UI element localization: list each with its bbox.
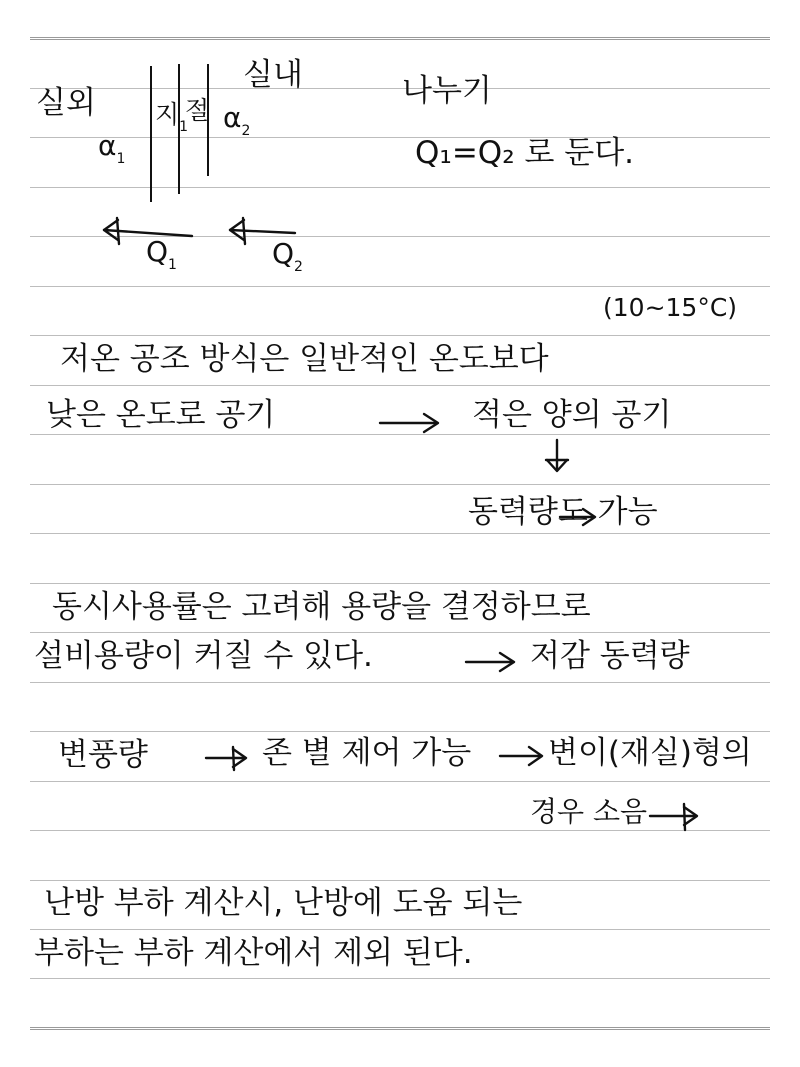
- note-line-low-temp-air: 낮은 온도로 공기: [46, 397, 276, 433]
- note-line-reduced-power: 저감 동력량: [530, 638, 690, 674]
- insulation-label: 절: [185, 96, 210, 125]
- note-line-divide: 나누기: [402, 73, 492, 109]
- note-line-excluded: 부하는 부하 계산에서 제외 된다.: [34, 935, 473, 971]
- note-line-diversity-factor: 동시사용률은 고려해 용량을 결정하므로: [52, 589, 591, 625]
- wall-label: 지$_1$: [155, 100, 189, 135]
- note-line-noise: 경우 소음: [530, 795, 648, 828]
- indoor-label: 실내: [243, 57, 303, 93]
- note-line-zone-control: 존 별 제어 가능: [262, 735, 472, 771]
- note-line-less-air: 적은 양의 공기: [472, 397, 672, 433]
- arrow-cross-icon: [684, 804, 685, 830]
- note-line-heating-load: 난방 부하 계산시, 난방에 도움 되는: [44, 885, 523, 921]
- note-line-equation: Q₁=Q₂ 로 둔다.: [415, 135, 635, 171]
- q1-label: $Q_1$: [146, 235, 177, 273]
- q2-label: $Q_2$: [272, 237, 303, 275]
- note-line-vav: 변풍량: [58, 737, 148, 773]
- alpha2-label: $\alpha_2$: [223, 101, 251, 139]
- arrow-cross-icon: [233, 747, 234, 770]
- note-line-temp-range: (10~15°C): [603, 293, 738, 322]
- note-line-power-possible: 동력량도 가능: [468, 494, 658, 530]
- alpha1-label: $\alpha_1$: [98, 129, 126, 167]
- outdoor-label: 실외: [36, 85, 96, 121]
- note-line-low-temp-ac: 저온 공조 방식은 일반적인 온도보다: [60, 341, 549, 377]
- q2-arrow-icon: [230, 230, 295, 233]
- note-line-occupancy-type: 변이(재실)형의: [548, 735, 752, 771]
- note-line-capacity: 설비용량이 커질 수 있다.: [34, 638, 373, 674]
